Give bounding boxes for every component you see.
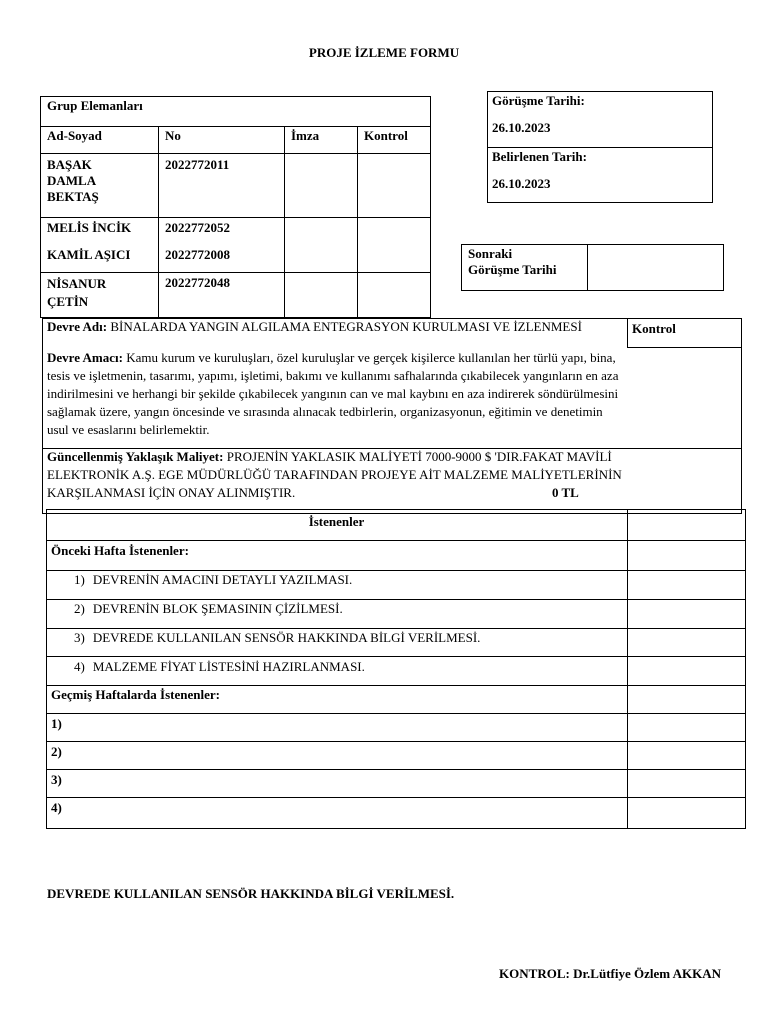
previous-item: 1) DEVRENİN AMACINI DETAYLI YAZILMASI.: [74, 572, 353, 587]
cost-amount: 0 TL: [552, 485, 579, 500]
requests-header: İstenenler: [308, 514, 365, 529]
past-item: 4): [51, 800, 62, 815]
previous-item: 3) DEVREDE KULLANILAN SENSÖR HAKKINDA BİLGİ VERİLMESİ.: [74, 630, 481, 645]
member-no: 2022772011: [165, 157, 230, 172]
header-signature: İmza: [291, 128, 320, 143]
previous-item: 4) MALZEME FİYAT LİSTESİNİ HAZIRLANMASI.: [74, 659, 365, 674]
kontrol-label: Kontrol: [632, 321, 676, 336]
meeting-date-label: Görüşme Tarihi:: [492, 93, 585, 108]
past-weeks-label: Geçmiş Haftalarda İstenenler:: [51, 687, 220, 702]
member-name: MELİS İNCİK: [47, 220, 132, 235]
group-title: Grup Elemanları: [47, 98, 143, 113]
note-text: DEVREDE KULLANILAN SENSÖR HAKKINDA BİLGİ VERİLMESİ.: [47, 886, 455, 901]
member-name: BAŞAK DAMLA BEKTAŞ: [47, 157, 99, 204]
project-purpose: Devre Amacı: Kamu kurum ve kuruluşları, özel kuruluşlar ve gerçek kişilerce kullanılan her türlü yapı, bina, tesis ve işletmenin, tasarımı, yapımı, işletimi, bakımı ve kullanımı safhalarında çıkabilecek yangınların en aza indirilmesini ve herhangi bir şekilde çıkabilecek yangının can ve mal kaybını en aza indirerek söndürülmesini sağlamak üzere, yangın öncesinde ve sırasında alınacak tedbirlerin, organizasyonun, eğitimin ve denetimin usul ve esaslarını belirlemektir.: [47, 350, 619, 437]
member-no: 2022772048: [165, 275, 230, 290]
header-name: Ad-Soyad: [47, 128, 102, 143]
form-title: PROJE İZLEME FORMU: [308, 45, 460, 60]
past-item: 2): [51, 744, 62, 759]
previous-item: 2) DEVRENİN BLOK ŞEMASININ ÇİZİLMESİ.: [74, 601, 343, 616]
previous-week-label: Önceki Hafta İstenenler:: [51, 543, 189, 558]
member-no: 2022772052: [165, 220, 230, 235]
meeting-date-value: 26.10.2023: [492, 120, 551, 135]
project-name: Devre Adı: BİNALARDA YANGIN ALGILAMA ENTEGRASYON KURULMASI VE İZLENMESİ: [47, 319, 582, 334]
set-date-value: 26.10.2023: [492, 176, 551, 191]
member-name: KAMİL AŞICI: [47, 247, 131, 262]
member-no: 2022772008: [165, 247, 230, 262]
header-no: No: [165, 128, 181, 143]
supervisor-signature: KONTROL: Dr.Lütfiye Özlem AKKAN: [499, 966, 721, 981]
next-meeting-label: Sonraki Görüşme Tarihi: [468, 246, 557, 277]
project-cost: Güncellenmiş Yaklaşık Maliyet: PROJENİN YAKLASIK MALİYETİ 7000-9000 $ 'DIR.FAKAT MAVİLİ ELEKTRONİK A.Ş. EGE MÜDÜRLÜĞÜ TARAFINDAN PROJEYE AİT MALZEME MALİYETLERİNİN KARŞILANMASI İÇİN ONAY ALINMIŞTIR.: [47, 449, 622, 500]
header-control: Kontrol: [364, 128, 408, 143]
set-date-label: Belirlenen Tarih:: [492, 149, 587, 164]
past-item: 3): [51, 772, 62, 787]
member-name: NİSANUR ÇETİN: [47, 276, 107, 309]
past-item: 1): [51, 716, 62, 731]
